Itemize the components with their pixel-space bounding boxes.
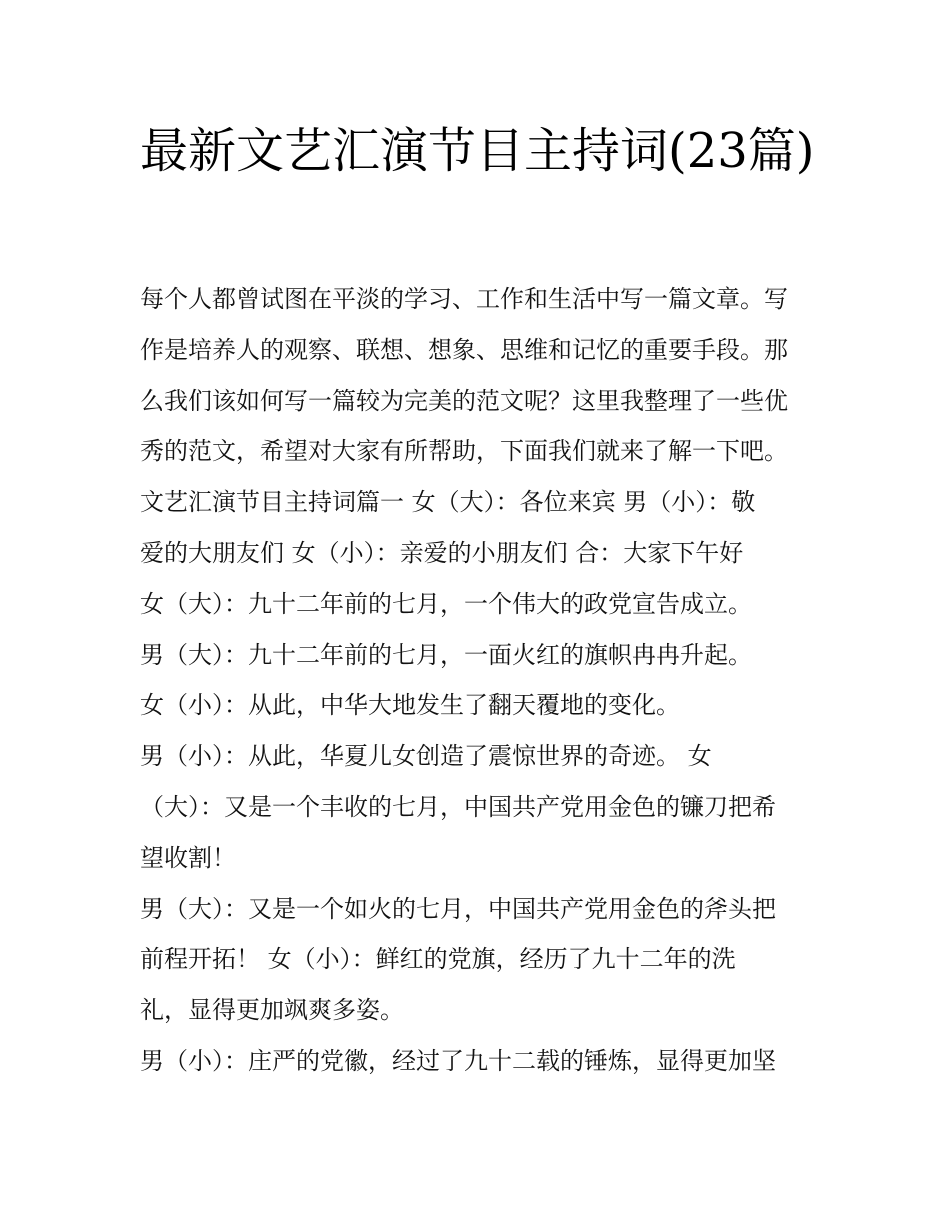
body-line: 爱的大朋友们 女（小）：亲爱的小朋友们 合：大家下午好: [140, 538, 744, 567]
body-line: 男（小）：从此，华夏儿女创造了震惊世界的奇迹。 女: [140, 742, 712, 771]
body-line: 礼，显得更加飒爽多姿。: [140, 996, 404, 1025]
body-line: 望收割！: [140, 843, 236, 872]
body-line: 秀的范文，希望对大家有所帮助，下面我们就来了解一下吧。: [140, 437, 788, 466]
document-title: 最新文艺汇演节目主持词(23篇): [140, 123, 815, 179]
body-line: 每个人都曾试图在平淡的学习、工作和生活中写一篇文章。写: [140, 285, 788, 313]
body-line: 文艺汇演节目主持词篇一 女（大）：各位来宾 男（小）：敬: [140, 488, 756, 517]
body-line: 男（大）：又是一个如火的七月，中国共产党用金色的斧头把: [140, 894, 776, 923]
body-line: 作是培养人的观察、联想、想象、思维和记忆的重要手段。那: [140, 335, 788, 364]
document-body: [140, 274, 830, 1087]
body-line: （大）：又是一个丰收的七月，中国共产党用金色的镰刀把希: [140, 792, 776, 821]
body-line: 前程开拓！ 女（小）：鲜红的党旗，经历了九十二年的洗: [140, 945, 736, 974]
body-line: 男（大）：九十二年前的七月，一面火红的旗帜冉冉升起。: [140, 640, 752, 669]
body-line: 么我们该如何写一篇较为完美的范文呢？这里我整理了一些优: [140, 386, 788, 415]
body-line: 女（小）：从此，中华大地发生了翻天覆地的变化。: [140, 691, 680, 720]
body-line: 男（小）：庄严的党徽，经过了九十二载的锤炼，显得更加坚: [140, 1046, 776, 1075]
body-line: 女（大）：九十二年前的七月，一个伟大的政党宣告成立。: [140, 589, 752, 618]
